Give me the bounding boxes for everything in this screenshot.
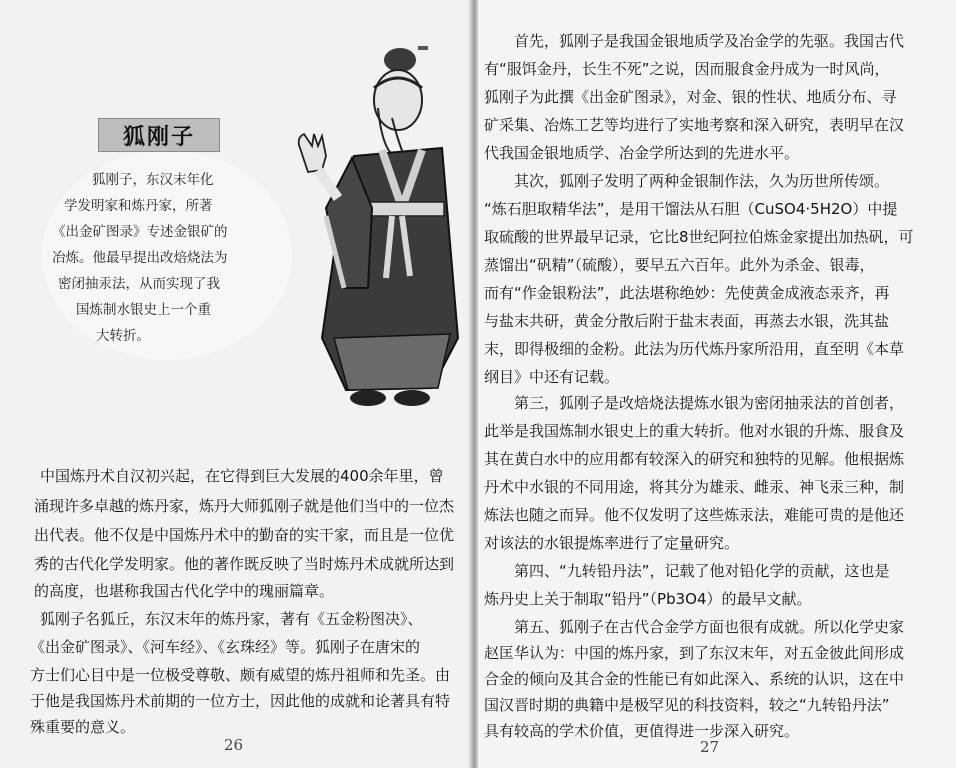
body-line: 矿采集、冶炼工艺等均进行了实地考察和深入研究，表明早在汉 [484,116,905,134]
body-line: 具有较高的学术价值，更值得进一步深入研究。 [484,722,800,740]
body-line: 狐刚子为此撰《出金矿图录》，对金、银的性状、地质分布、寻 [484,88,897,106]
body-line: 对该法的水银提炼率进行了定量研究。 [484,534,740,552]
body-line: 第四、“九转铅丹法”，记载了他对铅化学的贡献，这也是 [514,562,890,580]
title-plate [98,118,220,152]
body-line: 此举是我国炼制水银史上的重大转折。他对水银的升炼、服食及 [484,422,905,440]
left-page [0,0,476,768]
alchemist-illustration [282,38,462,418]
body-line: 纲目》中还有记载。 [484,368,620,386]
bio-line: 国炼制水银史上一个重 [76,302,211,318]
body-line: 其次，狐刚子发明了两种金银制作法，久为历世所传颂。 [514,172,890,190]
body-line: 第五、狐刚子在古代合金学方面也很有成就。所以化学史家 [514,618,905,636]
body-line: 国汉晋时期的典籍中是极罕见的科技资料，较之“九转铅丹法” [484,696,890,714]
right-page [478,0,956,768]
body-line: 而有“作金银粉法”，此法堪称绝妙：先使黄金成液态汞齐，再 [484,284,890,302]
bio-line: 冶炼。他最早提出改焙烧法为 [52,250,228,266]
body-line: 第三，狐刚子是改焙烧法提炼水银为密闭抽汞法的首创者， [514,394,905,412]
body-line: 有“服饵金丹，长生不死”之说，因而服食金丹成为一时风尚， [484,60,890,78]
body-line: 代我国金银地质学、冶金学所达到的先进水平。 [484,144,800,162]
page-number: 26 [224,736,244,754]
body-line: 与盐末共研，黄金分散后附于盐末表面，再蒸去水银，洗其盐 [484,312,890,330]
body-line: 赵匡华认为：中国的炼丹家，到了东汉末年，对五金彼此间形成 [484,644,905,662]
body-line: 方士们心目中是一位极受尊敬、颇有威望的炼丹祖师和先圣。由 [30,666,451,684]
body-line: 秀的古代化学发明家。他的著作既反映了当时炼丹术成就所达到 [34,555,455,573]
page-title: 狐刚子 [122,124,195,150]
body-line: “炼石胆取精华法”，是用干馏法从石胆（CuSO4·5H2O）中提 [484,200,898,218]
body-line: 涌现许多卓越的炼丹家，炼丹大师狐刚子就是他们当中的一位杰 [34,497,455,515]
body-line: 合金的倾向及其合金的性能已有如此深入、系统的认识，这在中 [484,670,905,688]
body-line: 出代表。他不仅是中国炼丹术中的勤奋的实干家，而且是一位优 [34,526,455,544]
body-line: 首先，狐刚子是我国金银地质学及冶金学的先驱。我国古代 [514,32,905,50]
body-line: 蒸馏出“矾精”（硫酸），要早五六百年。此外为杀金、银毒， [484,256,875,274]
body-line: 狐刚子名狐丘，东汉末年的炼丹家，著有《五金粉图决》、 [40,610,423,628]
body-line: 丹术中水银的不同用途，将其分为雄汞、雌汞、神飞汞三种，制 [484,478,905,496]
body-line: 炼法也随之而异。他不仅发明了这些炼汞法，难能可贵的是他还 [484,506,905,524]
body-line: 的高度，也堪称我国古代化学中的瑰丽篇章。 [34,582,335,600]
body-line: 取硫酸的世界最早记录，它比8世纪阿拉伯炼金家提出加热矾，可 [484,228,914,246]
body-line: 殊重要的意义。 [30,718,136,736]
body-line: 其在黄白水中的应用都有较深入的研究和独特的见解。他根据炼 [484,450,905,468]
bio-line: 学发明家和炼丹家，所著 [64,198,213,214]
bio-line: 狐刚子，东汉末年化 [92,172,214,188]
bio-line: 大转折。 [96,328,150,344]
body-line: 中国炼丹术自汉初兴起，在它得到巨大发展的400余年里，曾 [40,467,444,485]
body-line: 末，即得极细的金粉。此法为历代炼丹家所沿用，直至明《本草 [484,340,905,358]
bio-line: 《出金矿图录》专述金银矿的 [52,224,228,240]
page-number: 27 [700,738,720,756]
body-line: 于他是我国炼丹术前期的一位方士，因此他的成就和论著具有特 [30,692,451,710]
body-line: 《出金矿图录》、《河车经》、《玄珠经》等。狐刚子在唐宋的 [30,638,421,656]
bio-line: 密闭抽汞法，从而实现了我 [58,276,220,292]
body-line: 炼丹史上关于制取“铅丹”（Pb3O4）的最早文献。 [484,590,812,608]
